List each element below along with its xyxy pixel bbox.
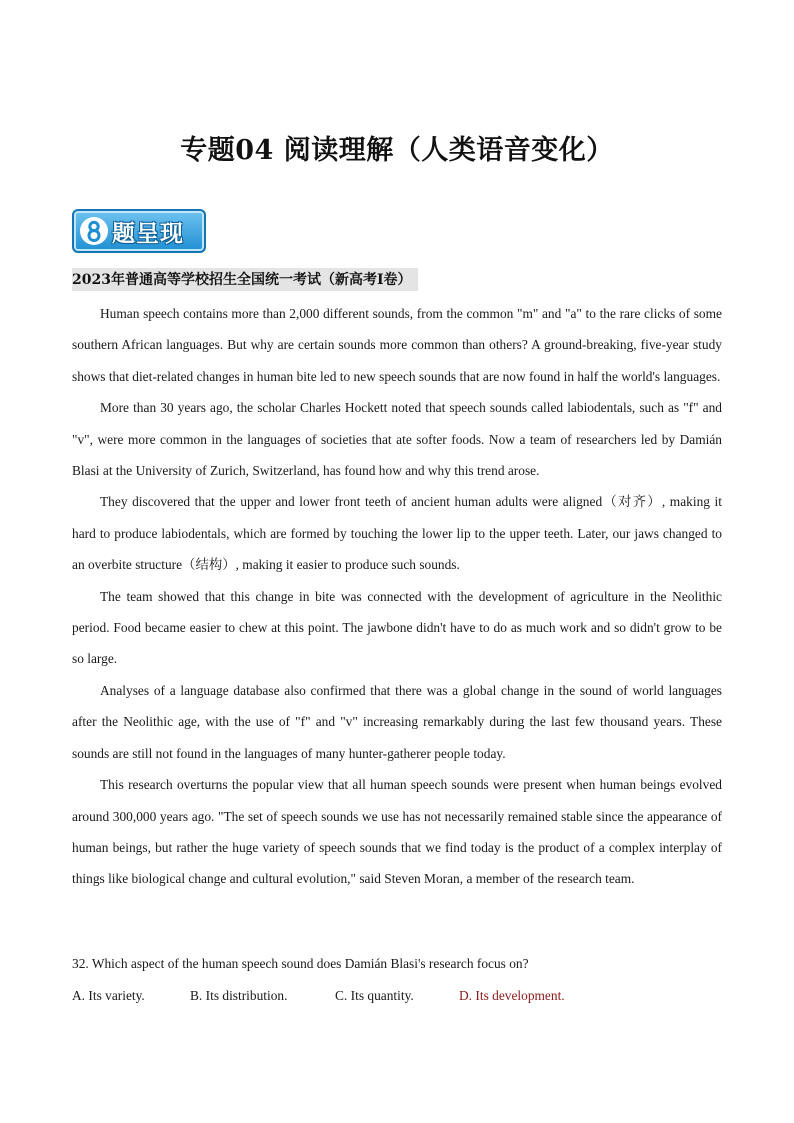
option-letter: B.	[190, 988, 203, 1003]
number-8-badge-icon	[80, 217, 108, 245]
option-d	[459, 986, 565, 1006]
question-stem: 32. Which aspect of the human speech sound does Damián Blasi's research focus on?	[72, 956, 529, 971]
passage-paragraph: Analyses of a language database also confirmed that there was a global change in the sound of world languages after the Neolithic age, with the use of "f" and "v" increasing remarkably during the last few thousand years. These sounds are still not found in the languages of many hunter-gatherer people today.	[72, 682, 722, 761]
option-letter: A.	[72, 988, 86, 1003]
section-badge	[72, 209, 206, 253]
option-text: Its distribution.	[205, 988, 288, 1003]
option-c	[335, 986, 414, 1006]
passage-paragraph: This research overturns the popular view that all human speech sounds were present when human beings evolved around 300,000 years ago. "The set of speech sounds we use has not necessarily remained stable since the appearance of human beings, but rather the huge variety of speech sounds that we find today is the product of a complex interplay of things like biological change and cultural evolution," said Steven Moran, a member of the research team.	[72, 777, 722, 887]
option-text: Its quantity.	[350, 988, 414, 1003]
badge-label: 题呈现	[112, 220, 184, 247]
option-text: Its variety.	[88, 988, 145, 1003]
page-title: 专题04 阅读理解（人类语音变化）	[180, 135, 614, 166]
passage-paragraph: The team showed that this change in bite was connected with the development of agriculture in the Neolithic period. Food became easier to chew at this point. The jawbone didn't have to do as much work and so didn't grow to be so large.	[72, 588, 722, 667]
option-a	[72, 986, 145, 1006]
passage-paragraph: More than 30 years ago, the scholar Charles Hockett noted that speech sounds called labiodentals, such as "f" and "v", were more common in the languages of societies that ate softer foods. Now a team of researchers led by Damián Blasi at the University of Zurich, Switzerland, has found how and why this trend arose.	[72, 400, 722, 479]
passage-paragraph: They discovered that the upper and lower front teeth of ancient human adults were aligned（对齐）, making it hard to produce labiodentals, which are formed by touching the lower lip to the upper teeth. Later, our jaws changed to an overbite structure（结构）, making it easier to produce such sounds.	[72, 494, 722, 573]
option-text-answer: Its development.	[475, 988, 565, 1003]
passage-paragraph: Human speech contains more than 2,000 different sounds, from the common "m" and "a" to the rare clicks of some southern African languages. But why are certain sounds more common than others? A ground-breaking, five-year study shows that diet-related changes in human bite led to new speech sounds that are now found in half the world's languages.	[72, 306, 722, 384]
reading-passage	[72, 298, 722, 895]
option-letter: C.	[335, 988, 348, 1003]
answer-options	[72, 986, 722, 1006]
option-letter: D.	[459, 988, 473, 1003]
exam-source-heading: 2023年普通高等学校招生全国统一考试（新高考I卷）	[72, 268, 418, 291]
option-b	[190, 986, 287, 1006]
